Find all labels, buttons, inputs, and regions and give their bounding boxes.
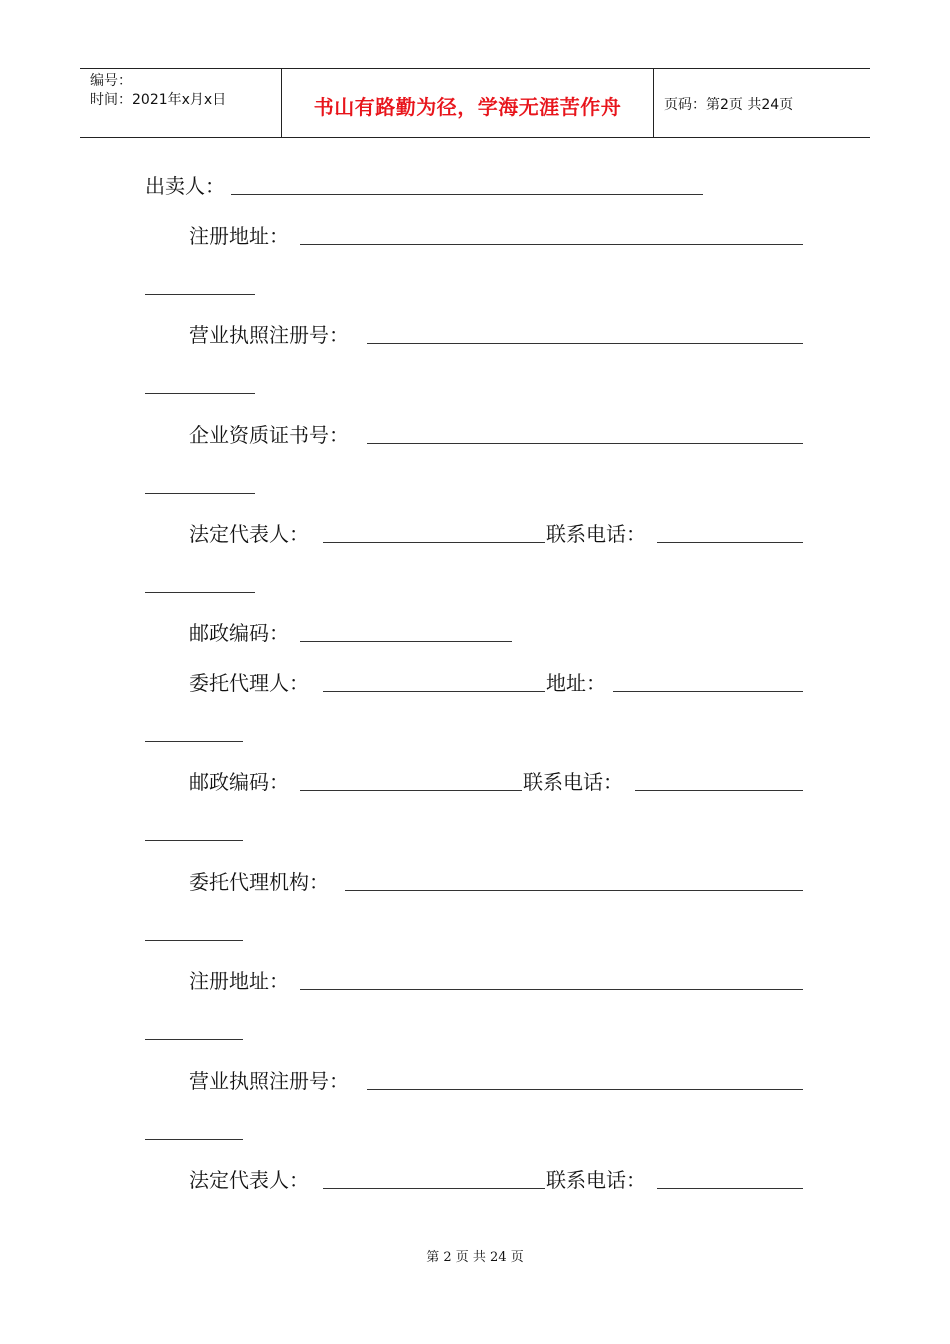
header-page-info: 页码：第2页 共24页 xyxy=(664,97,794,113)
agent-org-license-blank[interactable] xyxy=(367,1089,803,1090)
agent-org-legal-rep-row xyxy=(189,1166,803,1194)
header-center-cell xyxy=(282,69,654,137)
agent-org-reg-address-blank[interactable] xyxy=(300,989,803,990)
agent-phone-blank[interactable] xyxy=(635,790,803,791)
seller-blank[interactable] xyxy=(231,194,703,195)
license-no-blank-cont[interactable] xyxy=(145,393,255,394)
document-time-label: 时间：2021年x月x日 xyxy=(90,92,227,108)
phone-blank[interactable] xyxy=(657,542,803,543)
agent-org-reg-address-blank-cont[interactable] xyxy=(145,1039,243,1040)
qualification-no-blank[interactable] xyxy=(367,443,803,444)
agent-postcode-blank[interactable] xyxy=(300,790,522,791)
agent-org-legal-rep-blank[interactable] xyxy=(323,1188,545,1189)
agent-blank[interactable] xyxy=(323,691,545,692)
seller-legal-rep-row xyxy=(189,520,803,548)
header-motto: 书山有路勤为径，学海无涯苦作舟 xyxy=(313,95,622,119)
agent-org-label: 委托代理机构： xyxy=(189,870,329,894)
seller-label: 出卖人： xyxy=(145,174,225,198)
agent-org-legal-rep-label: 法定代表人： xyxy=(189,1168,309,1192)
seller-qualification-row xyxy=(189,421,803,449)
agent-org-phone-blank[interactable] xyxy=(657,1188,803,1189)
seller-reg-address-row xyxy=(189,222,803,250)
postcode-blank[interactable] xyxy=(300,641,512,642)
seller-postcode-row xyxy=(189,619,519,647)
page-footer: 第 2 页 共 24 页 xyxy=(426,1250,524,1265)
agent-org-row xyxy=(189,868,803,896)
agent-org-license-blank-cont[interactable] xyxy=(145,1139,243,1140)
seller-row xyxy=(145,172,705,200)
agent-postcode-row xyxy=(189,768,803,796)
agent-phone-blank-cont[interactable] xyxy=(145,840,243,841)
agent-phone-label: 联系电话： xyxy=(523,770,623,794)
phone-label: 联系电话： xyxy=(546,522,646,546)
license-no-label: 营业执照注册号： xyxy=(189,323,349,347)
header-right-cell xyxy=(654,69,870,137)
license-no-blank[interactable] xyxy=(367,343,803,344)
legal-rep-label: 法定代表人： xyxy=(189,522,309,546)
agent-postcode-label: 邮政编码： xyxy=(189,770,289,794)
agent-org-reg-address-label: 注册地址： xyxy=(189,969,289,993)
agent-org-blank-cont[interactable] xyxy=(145,940,243,941)
agent-address-blank-cont[interactable] xyxy=(145,741,243,742)
qualification-no-label: 企业资质证书号： xyxy=(189,423,349,447)
agent-org-license-label: 营业执照注册号： xyxy=(189,1069,349,1093)
agent-row xyxy=(189,669,803,697)
agent-org-reg-address-row xyxy=(189,967,803,995)
reg-address-label: 注册地址： xyxy=(189,224,289,248)
header-left-cell xyxy=(80,69,282,137)
agent-org-license-row xyxy=(189,1067,803,1095)
reg-address-blank[interactable] xyxy=(300,244,803,245)
reg-address-blank-cont[interactable] xyxy=(145,294,255,295)
agent-org-phone-label: 联系电话： xyxy=(546,1168,646,1192)
qualification-no-blank-cont[interactable] xyxy=(145,493,255,494)
agent-address-label: 地址： xyxy=(546,671,606,695)
agent-address-blank[interactable] xyxy=(613,691,803,692)
postcode-label: 邮政编码： xyxy=(189,621,289,645)
agent-org-blank[interactable] xyxy=(345,890,803,891)
agent-label: 委托代理人： xyxy=(189,671,309,695)
phone-blank-cont[interactable] xyxy=(145,592,255,593)
legal-rep-blank[interactable] xyxy=(323,542,545,543)
page-header xyxy=(80,68,870,138)
document-number-label: 编号： xyxy=(90,73,132,89)
seller-license-row xyxy=(189,321,803,349)
